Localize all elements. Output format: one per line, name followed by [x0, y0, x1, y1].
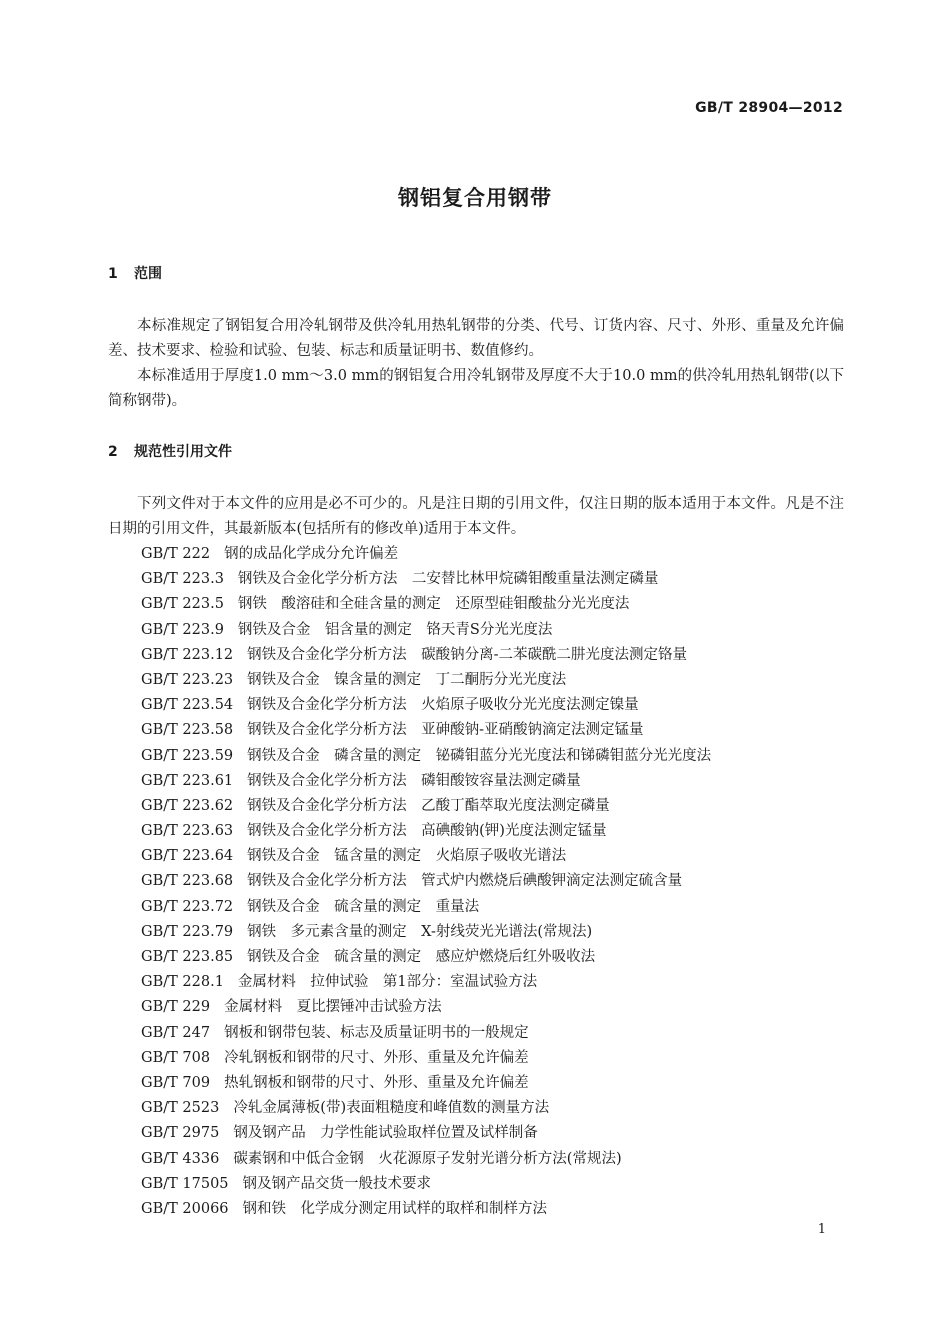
section-title: 规范性引用文件: [134, 444, 232, 460]
reference-code: GB/T 708: [141, 1049, 211, 1066]
reference-title: 钢铁及合金化学分析方法 碳酸钠分离-二苯碳酰二肼光度法测定铬量: [247, 646, 688, 663]
reference-item: [108, 1071, 844, 1096]
reference-item: [108, 1172, 844, 1197]
reference-item: [108, 769, 844, 794]
reference-item: [108, 668, 844, 693]
reference-item: [108, 643, 844, 668]
reference-code: GB/T 4336: [141, 1150, 220, 1167]
reference-code: GB/T 247: [141, 1024, 211, 1041]
reference-item: [108, 693, 844, 718]
reference-title: 钢及钢产品交货一般技术要求: [242, 1175, 432, 1192]
reference-title: 钢铁及合金化学分析方法 磷钼酸铵容量法测定磷量: [247, 772, 581, 789]
reference-code: GB/T 228.1: [141, 974, 224, 991]
reference-code: GB/T 223.72: [141, 898, 234, 915]
reference-title: 钢铁及合金 镍含量的测定 丁二酮肟分光光度法: [247, 671, 567, 688]
reference-code: GB/T 223.63: [141, 823, 234, 840]
reference-item: [108, 1197, 844, 1222]
paragraph: 本标准适用于厚度1.0 mm～3.0 mm的钢铝复合用冷轧钢带及厚度不大于10.0 mm的供冷轧用热轧钢带(以下简称钢带)。: [108, 368, 844, 409]
reference-code: GB/T 223.58: [141, 722, 234, 739]
reference-item: [108, 995, 844, 1020]
reference-title: 钢铁 酸溶硅和全硅含量的测定 还原型硅钼酸盐分光光度法: [237, 596, 630, 613]
reference-item: [108, 744, 844, 769]
page-number: 1: [817, 1222, 826, 1237]
reference-title: 金属材料 夏比摆锤冲击试验方法: [224, 999, 442, 1016]
reference-item: [108, 592, 844, 617]
reference-item: [108, 1121, 844, 1146]
reference-title: 碳素钢和中低合金钢 火花源原子发射光谱分析方法(常规法): [233, 1150, 622, 1167]
paragraph: 本标准规定了钢铝复合用冷轧钢带及供冷轧用热轧钢带的分类、代号、订货内容、尺寸、外形、重量及允许偏差、技术要求、检验和试验、包装、标志和质量证明书、数值修约。: [108, 318, 844, 359]
reference-code: GB/T 223.5: [141, 596, 224, 613]
reference-title: 钢铁 多元素含量的测定 X-射线荧光光谱法(常规法): [247, 923, 593, 940]
reference-code: GB/T 223.59: [141, 747, 234, 764]
reference-item: [108, 567, 844, 592]
reference-code: GB/T 20066: [141, 1200, 229, 1217]
reference-item: [108, 1147, 844, 1172]
reference-code: GB/T 17505: [141, 1175, 229, 1192]
reference-code: GB/T 223.61: [141, 772, 234, 789]
reference-title: 冷轧钢板和钢带的尺寸、外形、重量及允许偏差: [224, 1049, 529, 1066]
reference-title: 钢铁及合金化学分析方法 火焰原子吸收分光光度法测定镍量: [247, 697, 639, 714]
reference-item: [108, 542, 844, 567]
reference-item: [108, 1021, 844, 1046]
standard-number: GB/T 28904—2012: [695, 100, 843, 116]
reference-code: GB/T 223.54: [141, 697, 234, 714]
document-body: [108, 262, 844, 1222]
reference-item: [108, 618, 844, 643]
section-number: 2: [108, 444, 118, 460]
reference-item: [108, 1046, 844, 1071]
paragraph: 下列文件对于本文件的应用是必不可少的。凡是注日期的引用文件，仅注日期的版本适用于本文件。凡是不注日期的引用文件，其最新版本(包括所有的修改单)适用于本文件。: [108, 496, 844, 537]
reference-title: 钢铁及合金化学分析方法 二安替比林甲烷磷钼酸重量法测定磷量: [237, 571, 659, 588]
reference-code: GB/T 223.9: [141, 621, 224, 638]
reference-code: GB/T 222: [141, 546, 211, 562]
reference-title: 冷轧金属薄板(带)表面粗糙度和峰值数的测量方法: [233, 1100, 550, 1117]
section-title: 范围: [134, 266, 162, 282]
reference-title: 热轧钢板和钢带的尺寸、外形、重量及允许偏差: [224, 1074, 529, 1091]
reference-code: GB/T 223.3: [141, 571, 224, 588]
document-title: 钢铝复合用钢带: [398, 186, 552, 210]
reference-code: GB/T 223.85: [141, 949, 234, 965]
reference-code: GB/T 223.62: [141, 797, 234, 814]
reference-code: GB/T 2523: [141, 1100, 220, 1117]
reference-item: [108, 1096, 844, 1121]
reference-list: [108, 542, 844, 1222]
reference-item: [108, 895, 844, 920]
reference-title: 钢铁及合金 磷含量的测定 铋磷钼蓝分光光度法和锑磷钼蓝分光光度法: [247, 747, 712, 764]
reference-title: 钢和铁 化学成分测定用试样的取样和制样方法: [242, 1200, 548, 1217]
reference-title: 钢铁及合金 硫含量的测定 感应炉燃烧后红外吸收法: [247, 949, 596, 965]
reference-item: [108, 920, 844, 945]
reference-item: [108, 970, 844, 995]
reference-title: 钢铁及合金化学分析方法 亚砷酸钠-亚硝酸钠滴定法测定锰量: [247, 722, 644, 739]
section-heading-normative-references: [108, 440, 844, 464]
reference-title: 钢铁及合金化学分析方法 管式炉内燃烧后碘酸钾滴定法测定硫含量: [247, 873, 683, 890]
reference-title: 金属材料 拉伸试验 第1部分：室温试验方法: [237, 974, 538, 991]
reference-code: GB/T 229: [141, 999, 211, 1016]
reference-title: 钢铁及合金 硫含量的测定 重量法: [247, 898, 480, 915]
reference-item: [108, 819, 844, 844]
reference-code: GB/T 223.68: [141, 873, 234, 890]
reference-item: [108, 945, 844, 970]
reference-title: 钢铁及合金 铝含量的测定 铬天青S分光光度法: [237, 621, 553, 638]
reference-title: 钢铁及合金化学分析方法 高碘酸钠(钾)光度法测定锰量: [247, 823, 607, 840]
reference-code: GB/T 223.12: [141, 646, 234, 663]
reference-code: GB/T 223.64: [141, 848, 234, 865]
section-number: 1: [108, 266, 118, 282]
section-heading-scope: [108, 262, 844, 286]
reference-item: [108, 869, 844, 894]
reference-code: GB/T 223.79: [141, 923, 234, 940]
reference-item: [108, 844, 844, 869]
reference-title: 钢的成品化学成分允许偏差: [224, 546, 399, 562]
reference-item: [108, 718, 844, 743]
reference-title: 钢及钢产品 力学性能试验取样位置及试样制备: [233, 1125, 538, 1142]
reference-title: 钢板和钢带包装、标志及质量证明书的一般规定: [224, 1024, 529, 1041]
reference-title: 钢铁及合金 锰含量的测定 火焰原子吸收光谱法: [247, 848, 567, 865]
reference-item: [108, 794, 844, 819]
reference-code: GB/T 2975: [141, 1125, 220, 1142]
reference-title: 钢铁及合金化学分析方法 乙酸丁酯萃取光度法测定磷量: [247, 797, 610, 814]
reference-code: GB/T 223.23: [141, 671, 234, 688]
reference-code: GB/T 709: [141, 1074, 211, 1091]
